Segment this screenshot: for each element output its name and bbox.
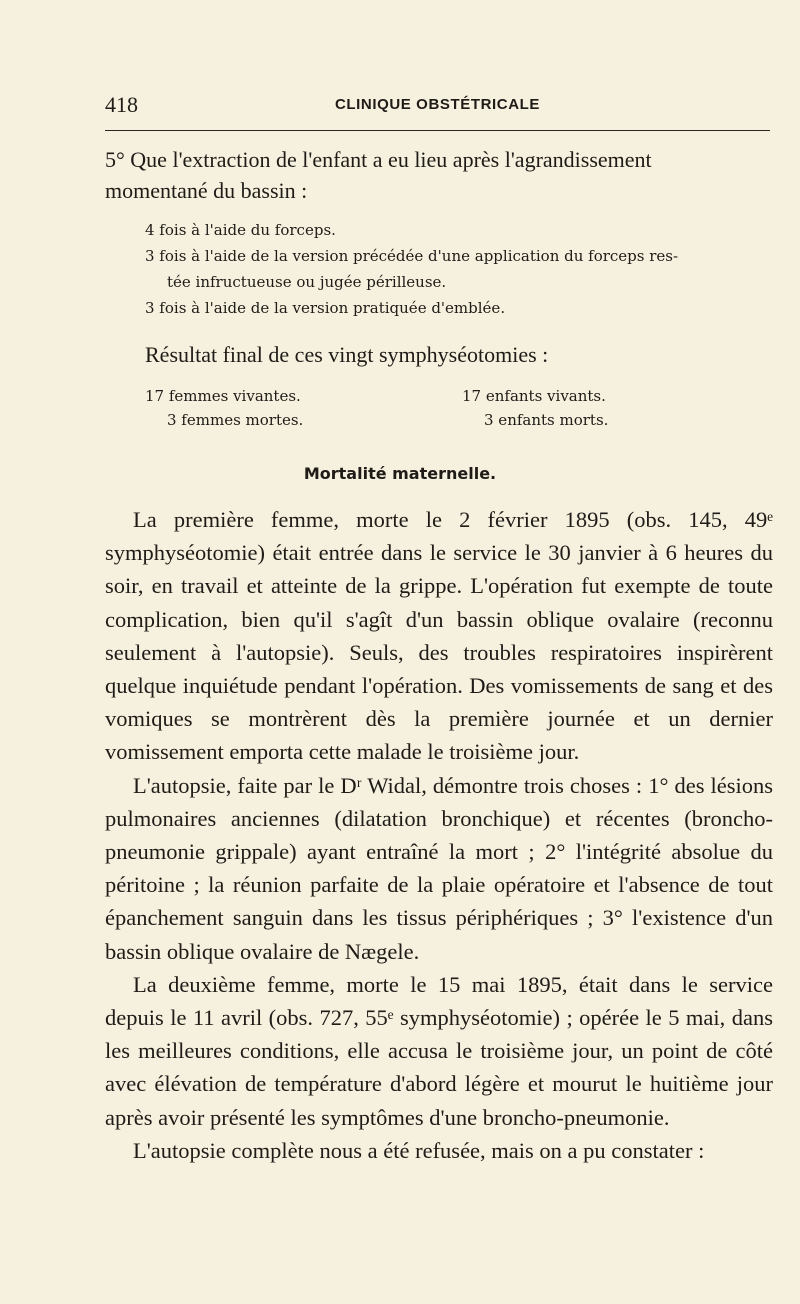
paragraph: L'autopsie, faite par le Dʳ Widal, démontre trois choses : 1° des lésions pulmonaires anciennes (dilatation bronchique) et récentes (broncho-pneumonie grippale) ayant entraîné la mort ; 2° l'intégrité absolue du péritoine ; la réunion parfaite de la plaie opératoire et l'absence de tout épanchement sanguin dans les tissus périphériques ; 3° l'existence d'un bassin oblique ovalaire de Nægele. xyxy=(105,772,773,964)
result-heading: Résultat final de ces vingt symphyséotomies : xyxy=(145,342,549,367)
header-rule xyxy=(105,130,770,131)
children-alive: 17 enfants vivants. xyxy=(462,387,606,405)
case-line: 3 fois à l'aide de la version pratiquée d'emblée. xyxy=(145,299,506,317)
intro-line-2: momentané du bassin : xyxy=(105,178,308,203)
case-line: tée infructueuse ou jugée périlleuse. xyxy=(167,273,447,291)
intro-line-1: 5° Que l'extraction de l'enfant a eu lieu après l'agrandissement xyxy=(105,147,652,172)
women-alive: 17 femmes vivantes. xyxy=(145,387,301,405)
case-line: 3 fois à l'aide de la version précédée d'une application du forceps res- xyxy=(145,247,679,265)
paragraph: La deuxième femme, morte le 15 mai 1895, était dans le service depuis le 11 avril (obs. 727, 55ᵉ symphyséotomie) ; opérée le 5 mai, dans les meilleures conditions, elle accusa le troisième jour, un point de côté avec élévation de température d'abord légère et mourut le huitième jour après avoir présenté les symptômes d'une broncho-pneumonie. xyxy=(105,971,773,1130)
section-title: Mortalité maternelle. xyxy=(303,464,497,483)
body-text xyxy=(105,503,773,1167)
page-number: 418 xyxy=(105,92,138,117)
paragraph: La première femme, morte le 2 février 1895 (obs. 145, 49ᵉ symphyséotomie) était entrée dans le service le 30 janvier à 6 heures du soir, en travail et atteinte de la grippe. L'opération fut exempte de toute complication, bien qu'il s'agît d'un bassin oblique ovalaire (reconnu seulement à l'autopsie). Seuls, des troubles respiratoires inspirèrent quelque inquiétude pendant l'opération. Des vomissements de sang et des vomiques se montrèrent dès la première journée et un dernier vomissement emporta cette malade le troisième jour. xyxy=(105,507,773,765)
women-dead: 3 femmes mortes. xyxy=(167,411,304,429)
page-header xyxy=(105,92,770,120)
children-column xyxy=(462,384,608,432)
children-dead: 3 enfants morts. xyxy=(484,411,609,429)
women-column xyxy=(145,384,303,432)
paragraph: L'autopsie complète nous a été refusée, mais on a pu constater : xyxy=(133,1137,705,1163)
running-title: CLINIQUE OBSTÉTRICALE xyxy=(334,96,541,113)
case-line: 4 fois à l'aide du forceps. xyxy=(145,221,336,239)
